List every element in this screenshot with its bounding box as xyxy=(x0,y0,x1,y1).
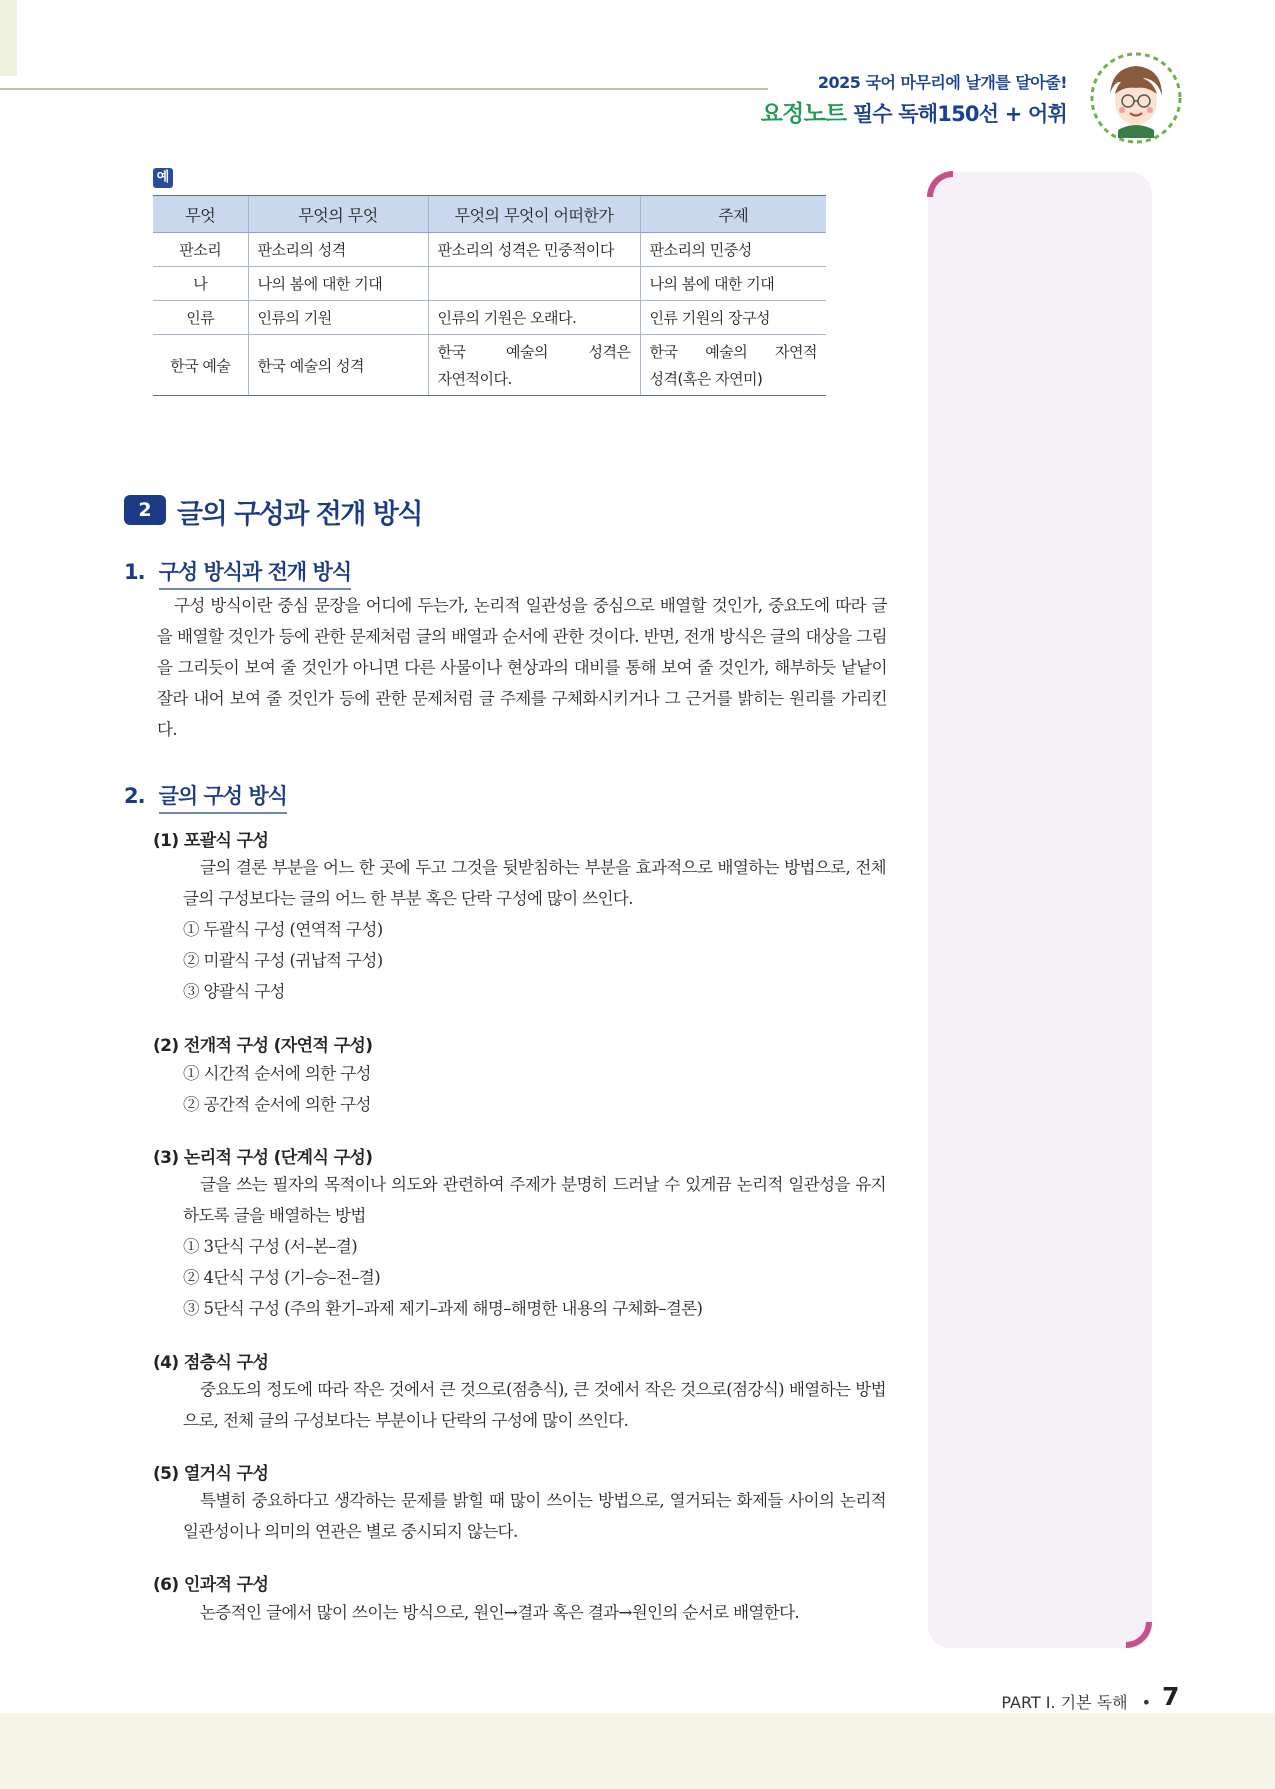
item-heading: (4) 점층식 구성 xyxy=(153,1353,269,1373)
table-header-row xyxy=(153,196,826,233)
section-title: 글의 구성과 전개 방식 xyxy=(177,499,422,530)
section-number-badge: 2 xyxy=(124,495,166,525)
table-header-cell: 무엇 xyxy=(153,196,248,233)
item-body xyxy=(183,1597,886,1628)
list-item: ② 공간적 순서에 의한 구성 xyxy=(183,1095,371,1114)
item-heading: (1) 포괄식 구성 xyxy=(153,831,269,851)
side-panel-corner-bottom xyxy=(1126,1622,1152,1648)
book-header xyxy=(761,70,1067,128)
table-cell: 판소리의 민중성 xyxy=(640,233,826,267)
corner-tab xyxy=(0,0,17,76)
subsection-title: 글의 구성 방식 xyxy=(159,780,287,814)
item-paragraph: 특별히 중요하다고 생각하는 문제를 밝힐 때 많이 쓰이는 방법으로, 열거되는 화제들 사이의 논리적 일관성이나 의미의 연관은 별로 중시되지 않는다. xyxy=(183,1491,886,1541)
item-heading: (5) 열거식 구성 xyxy=(153,1464,269,1484)
footer-part: PART Ⅰ. 기본 독해 xyxy=(1001,1693,1128,1712)
body-paragraph: 구성 방식이란 중심 문장을 어디에 두는가, 논리적 일관성을 중심으로 배열할 것인가, 중요도에 따라 글을 배열할 것인가 등에 관한 문제처럼 글의 배열과 순서에 관한 것이다. 반면, 전개 방식은 글의 대상을 그림을 그리듯이 보여 줄 것인가 아니면 다른 사물이나 현상과의 대비를 통해 보여 줄 것인가, 해부하듯 낱낱이 잘라 내어 보여 줄 것인가 등에 관한 문제처럼 글 주제를 구체화시키거나 그 근거를 밝히는 원리를 가리킨다. xyxy=(157,596,887,739)
cell-line: 한국 예술의 성격은 xyxy=(437,343,631,361)
cell-line: 성격(혹은 자연미) xyxy=(649,370,763,388)
table-header-cell: 주제 xyxy=(640,196,826,233)
footer-separator: • xyxy=(1141,1693,1151,1712)
subsection-number: 1. xyxy=(124,560,145,584)
cell-line: 한국 예술의 자연적 xyxy=(649,343,817,361)
book-title-rest: 필수 독해150선 + 어휘 xyxy=(846,102,1067,126)
table-cell: 인류의 기원은 오래다. xyxy=(428,301,640,335)
table-cell: 나의 봄에 대한 기대 xyxy=(640,267,826,301)
header-rule xyxy=(0,88,768,90)
table-row xyxy=(153,267,826,301)
table-cell: 판소리의 성격은 민중적이다 xyxy=(428,233,640,267)
book-brand: 요정노트 xyxy=(760,101,847,127)
table-cell: 판소리의 성격 xyxy=(248,233,428,267)
table-cell: 인류의 기원 xyxy=(248,301,428,335)
table-cell: 인류 기원의 장구성 xyxy=(640,301,826,335)
subsection-title: 구성 방식과 전개 방식 xyxy=(159,556,352,590)
table-cell: 나의 봄에 대한 기대 xyxy=(248,267,428,301)
list-item: ① 시간적 순서에 의한 구성 xyxy=(183,1064,371,1083)
table-header-cell: 무엇의 무엇 xyxy=(248,196,428,233)
subsection-number: 2. xyxy=(124,784,145,808)
mascot-icon xyxy=(1088,50,1184,146)
side-note-panel xyxy=(928,172,1152,1648)
table-row xyxy=(153,335,826,396)
item-paragraph: 글의 결론 부분을 어느 한 곳에 두고 그것을 뒷받침하는 부분을 효과적으로 배열하는 방법으로, 전체 글의 구성보다는 글의 어느 한 부분 혹은 단락 구성에 많이 쓰인다. xyxy=(183,858,886,908)
table-cell xyxy=(640,335,826,396)
item-paragraph: 중요도의 정도에 따라 작은 것에서 큰 것으로(점층식), 큰 것에서 작은 것으로(점강식) 배열하는 방법으로, 전체 글의 구성보다는 부분이나 단락의 구성에 많이 쓰인다. xyxy=(183,1380,886,1430)
example-badge: 예 xyxy=(153,168,173,188)
list-item: ① 3단식 구성 (서–본–결) xyxy=(183,1237,358,1256)
item-body xyxy=(183,1169,886,1324)
book-tagline: 2025 국어 마무리에 날개를 달아줄! xyxy=(817,73,1067,92)
item-body xyxy=(183,1058,886,1120)
page-number: 7 xyxy=(1162,1682,1180,1711)
table-cell: 한국 예술의 성격 xyxy=(248,335,428,396)
table-cell xyxy=(428,267,640,301)
example-table xyxy=(153,195,826,396)
item-paragraph: 글을 쓰는 필자의 목적이나 의도와 관련하여 주제가 분명히 드러날 수 있게끔 논리적 일관성을 유지하도록 글을 배열하는 방법 xyxy=(183,1175,886,1225)
cell-line: 자연적이다. xyxy=(437,370,512,388)
item-body xyxy=(183,852,886,1007)
table-cell: 나 xyxy=(153,267,248,301)
item-heading: (3) 논리적 구성 (단계식 구성) xyxy=(153,1148,373,1168)
side-panel-corner-top xyxy=(927,171,953,197)
subsection-heading xyxy=(124,556,351,590)
item-paragraph: 논증적인 글에서 많이 쓰이는 방식으로, 원인→결과 혹은 결과→원인의 순서로 배열한다. xyxy=(200,1603,800,1622)
list-item: ② 4단식 구성 (기–승–전–결) xyxy=(183,1268,381,1287)
table-row xyxy=(153,301,826,335)
item-heading: (2) 전개적 구성 (자연적 구성) xyxy=(153,1036,373,1056)
list-item: ③ 양괄식 구성 xyxy=(183,982,285,1001)
item-body xyxy=(183,1374,886,1436)
list-item: ③ 5단식 구성 (주의 환기–과제 제기–과제 해명–해명한 내용의 구체화–결론) xyxy=(183,1299,703,1318)
table-cell: 인류 xyxy=(153,301,248,335)
table-cell xyxy=(428,335,640,396)
item-body xyxy=(183,1485,886,1547)
table-cell: 판소리 xyxy=(153,233,248,267)
footer-band xyxy=(0,1713,1275,1789)
table-row xyxy=(153,233,826,267)
footer-part-label xyxy=(1001,1690,1161,1713)
table-header-cell: 무엇의 무엇이 어떠한가 xyxy=(428,196,640,233)
list-item: ② 미괄식 구성 (귀납적 구성) xyxy=(183,951,383,970)
list-item: ① 두괄식 구성 (연역적 구성) xyxy=(183,920,383,939)
book-title xyxy=(761,95,1067,128)
subsection-heading xyxy=(124,780,287,814)
item-heading: (6) 인과적 구성 xyxy=(153,1575,269,1595)
table-cell: 한국 예술 xyxy=(153,335,248,396)
